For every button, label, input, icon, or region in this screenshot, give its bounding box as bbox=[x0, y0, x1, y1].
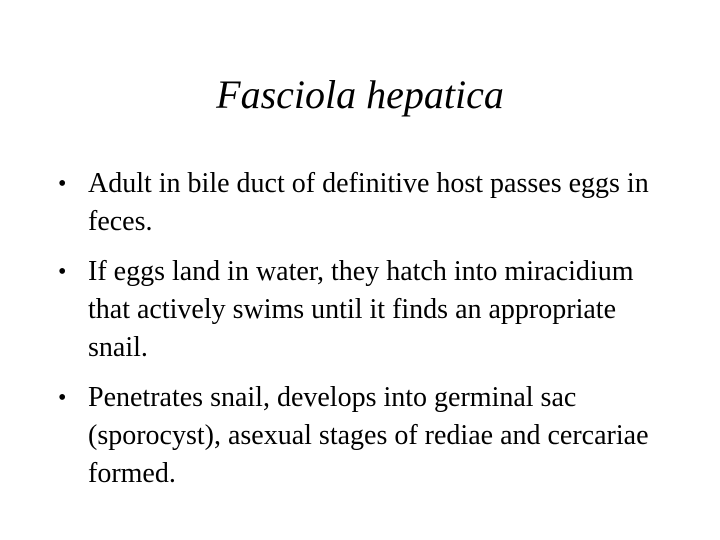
bullet-item bbox=[58, 379, 678, 493]
bullet-icon: • bbox=[58, 259, 67, 285]
bullet-item bbox=[58, 253, 678, 367]
bullet-list bbox=[58, 165, 678, 505]
bullet-text: Adult in bile duct of definitive host passes eggs in feces. bbox=[88, 168, 649, 237]
bullet-item bbox=[58, 165, 678, 241]
bullet-icon: • bbox=[58, 385, 67, 411]
bullet-text: If eggs land in water, they hatch into miracidium that actively swims until it finds an appropriate snail. bbox=[88, 256, 634, 363]
bullet-text: Penetrates snail, develops into germinal sac (sporocyst), asexual stages of rediae and cercariae formed. bbox=[88, 382, 649, 489]
bullet-icon: • bbox=[58, 171, 67, 197]
slide-title: Fasciola hepatica bbox=[216, 72, 504, 117]
